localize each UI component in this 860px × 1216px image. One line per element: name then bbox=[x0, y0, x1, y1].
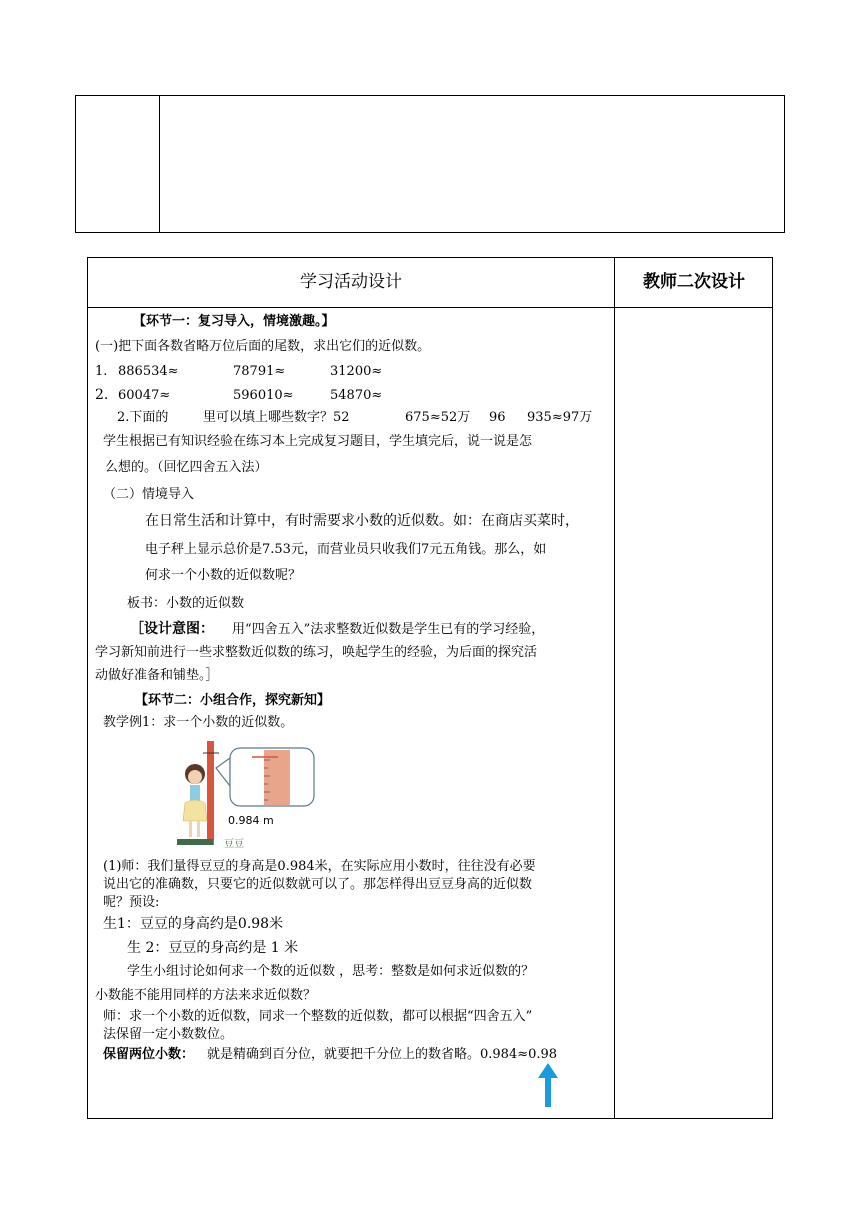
girl-leg-right bbox=[197, 821, 200, 837]
design-intent-line3: 动做好准备和铺垫。］ bbox=[95, 668, 219, 683]
teacher-line1: (1)师：我们量得豆豆的身高是0.984米，在实际应用小数时，往往没有必要 bbox=[103, 859, 536, 874]
segment1-title: 【环节一：复习导入，情境激趣。】 bbox=[133, 314, 335, 329]
teacher-line3: 呢？预设: bbox=[103, 895, 160, 910]
question2-part-a: 2.下面的 bbox=[117, 410, 169, 425]
design-intent-line1: 用“四舍五入”法求整数近似数是学生已有的学习经验， bbox=[232, 622, 545, 637]
teacher-line2: 说出它的准确数，只要它的近似数就可以了。那怎样得出豆豆身高的近似数 bbox=[103, 877, 533, 892]
scale-base bbox=[177, 839, 213, 845]
top-table-divider bbox=[159, 96, 160, 232]
row2-c: 54870≈ bbox=[330, 388, 383, 403]
learning-activity-header: 学习活动设计 bbox=[300, 272, 402, 292]
girl-name-label: 豆豆 bbox=[224, 839, 244, 850]
ruler-zoom-bubble bbox=[212, 746, 316, 808]
girl-dress bbox=[183, 800, 207, 821]
teacher-redesign-header: 教师二次设计 bbox=[643, 272, 745, 292]
board-writing: 板书：小数的近似数 bbox=[127, 596, 245, 611]
context-line3: 何求一个小数的近似数呢？ bbox=[145, 568, 302, 583]
discussion-line2: 小数能不能用同样的方法来求近似数？ bbox=[95, 988, 317, 1003]
top-table bbox=[75, 95, 785, 233]
example-title: 教学例1：求一个小数的近似数。 bbox=[103, 715, 294, 730]
zoom-ruler bbox=[264, 750, 290, 805]
context-line1: 在日常生活和计算中，有时需要求小数的近似数。如：在商店买菜时， bbox=[145, 513, 579, 529]
question2-part-d: 96 bbox=[489, 410, 506, 425]
row2-number: 2. bbox=[95, 387, 109, 403]
student-line2: 么想的。（回忆四舍五入法） bbox=[105, 460, 268, 475]
question2-part-c: 675≈52万 bbox=[405, 410, 471, 425]
student-line1: 学生根据已有知识经验在练习本上完成复习题目，学生填完后，说一说是怎 bbox=[103, 434, 533, 449]
row1-number: 1. bbox=[95, 364, 108, 379]
design-intent-label: ［设计意图： bbox=[130, 621, 214, 637]
row2-a: 60047≈ bbox=[118, 388, 171, 403]
teaching-line2: 法保留一定小数数位。 bbox=[103, 1027, 234, 1042]
context-line2: 电子秤上显示总价是7.53元，而营业员只收我们7元五角钱。那么，如 bbox=[145, 542, 547, 557]
question1: (一)把下面各数省略万位后面的尾数，求出它们的近似数。 bbox=[95, 339, 431, 354]
keep-two-decimals-label: 保留两位小数： bbox=[103, 1047, 195, 1062]
row2-b: 596010≈ bbox=[233, 388, 294, 403]
question2-part-e: 935≈97万 bbox=[527, 410, 593, 425]
question2-part-b: 里可以填上哪些数字？52 bbox=[203, 410, 350, 425]
row1-a: 886534≈ bbox=[118, 364, 179, 379]
row1-b: 78791≈ bbox=[233, 364, 286, 379]
teaching-line1: 师：求一个小数的近似数，同求一个整数的近似数，都可以根据“四舍五入” bbox=[103, 1009, 533, 1024]
height-label: 0.984 m bbox=[228, 814, 274, 827]
student1-answer: 生1：豆豆的身高约是0.98米 bbox=[103, 916, 284, 932]
segment2-title: 【环节二：小组合作，探究新知】 bbox=[135, 693, 331, 708]
student2-answer: 生 2：豆豆的身高约是 1 米 bbox=[127, 940, 299, 956]
column-divider bbox=[614, 258, 615, 1118]
girl-leg-left bbox=[189, 821, 192, 837]
up-arrow-icon bbox=[537, 1062, 559, 1108]
header-divider bbox=[88, 307, 772, 308]
question3: （二）情境导入 bbox=[103, 487, 195, 502]
row1-c: 31200≈ bbox=[330, 364, 383, 379]
discussion-line1: 学生小组讨论如何求一个数的近似数 ，思考：整数是如何求近似数的？ bbox=[127, 964, 535, 979]
keep-two-decimals-text: 就是精确到百分位，就要把千分位上的数省略。0.984≈0.98 bbox=[207, 1047, 558, 1062]
design-intent-line2: 学习新知前进行一些求整数近似数的练习，唤起学生的经验，为后面的探究活 bbox=[95, 645, 538, 660]
girl-face bbox=[188, 770, 202, 784]
